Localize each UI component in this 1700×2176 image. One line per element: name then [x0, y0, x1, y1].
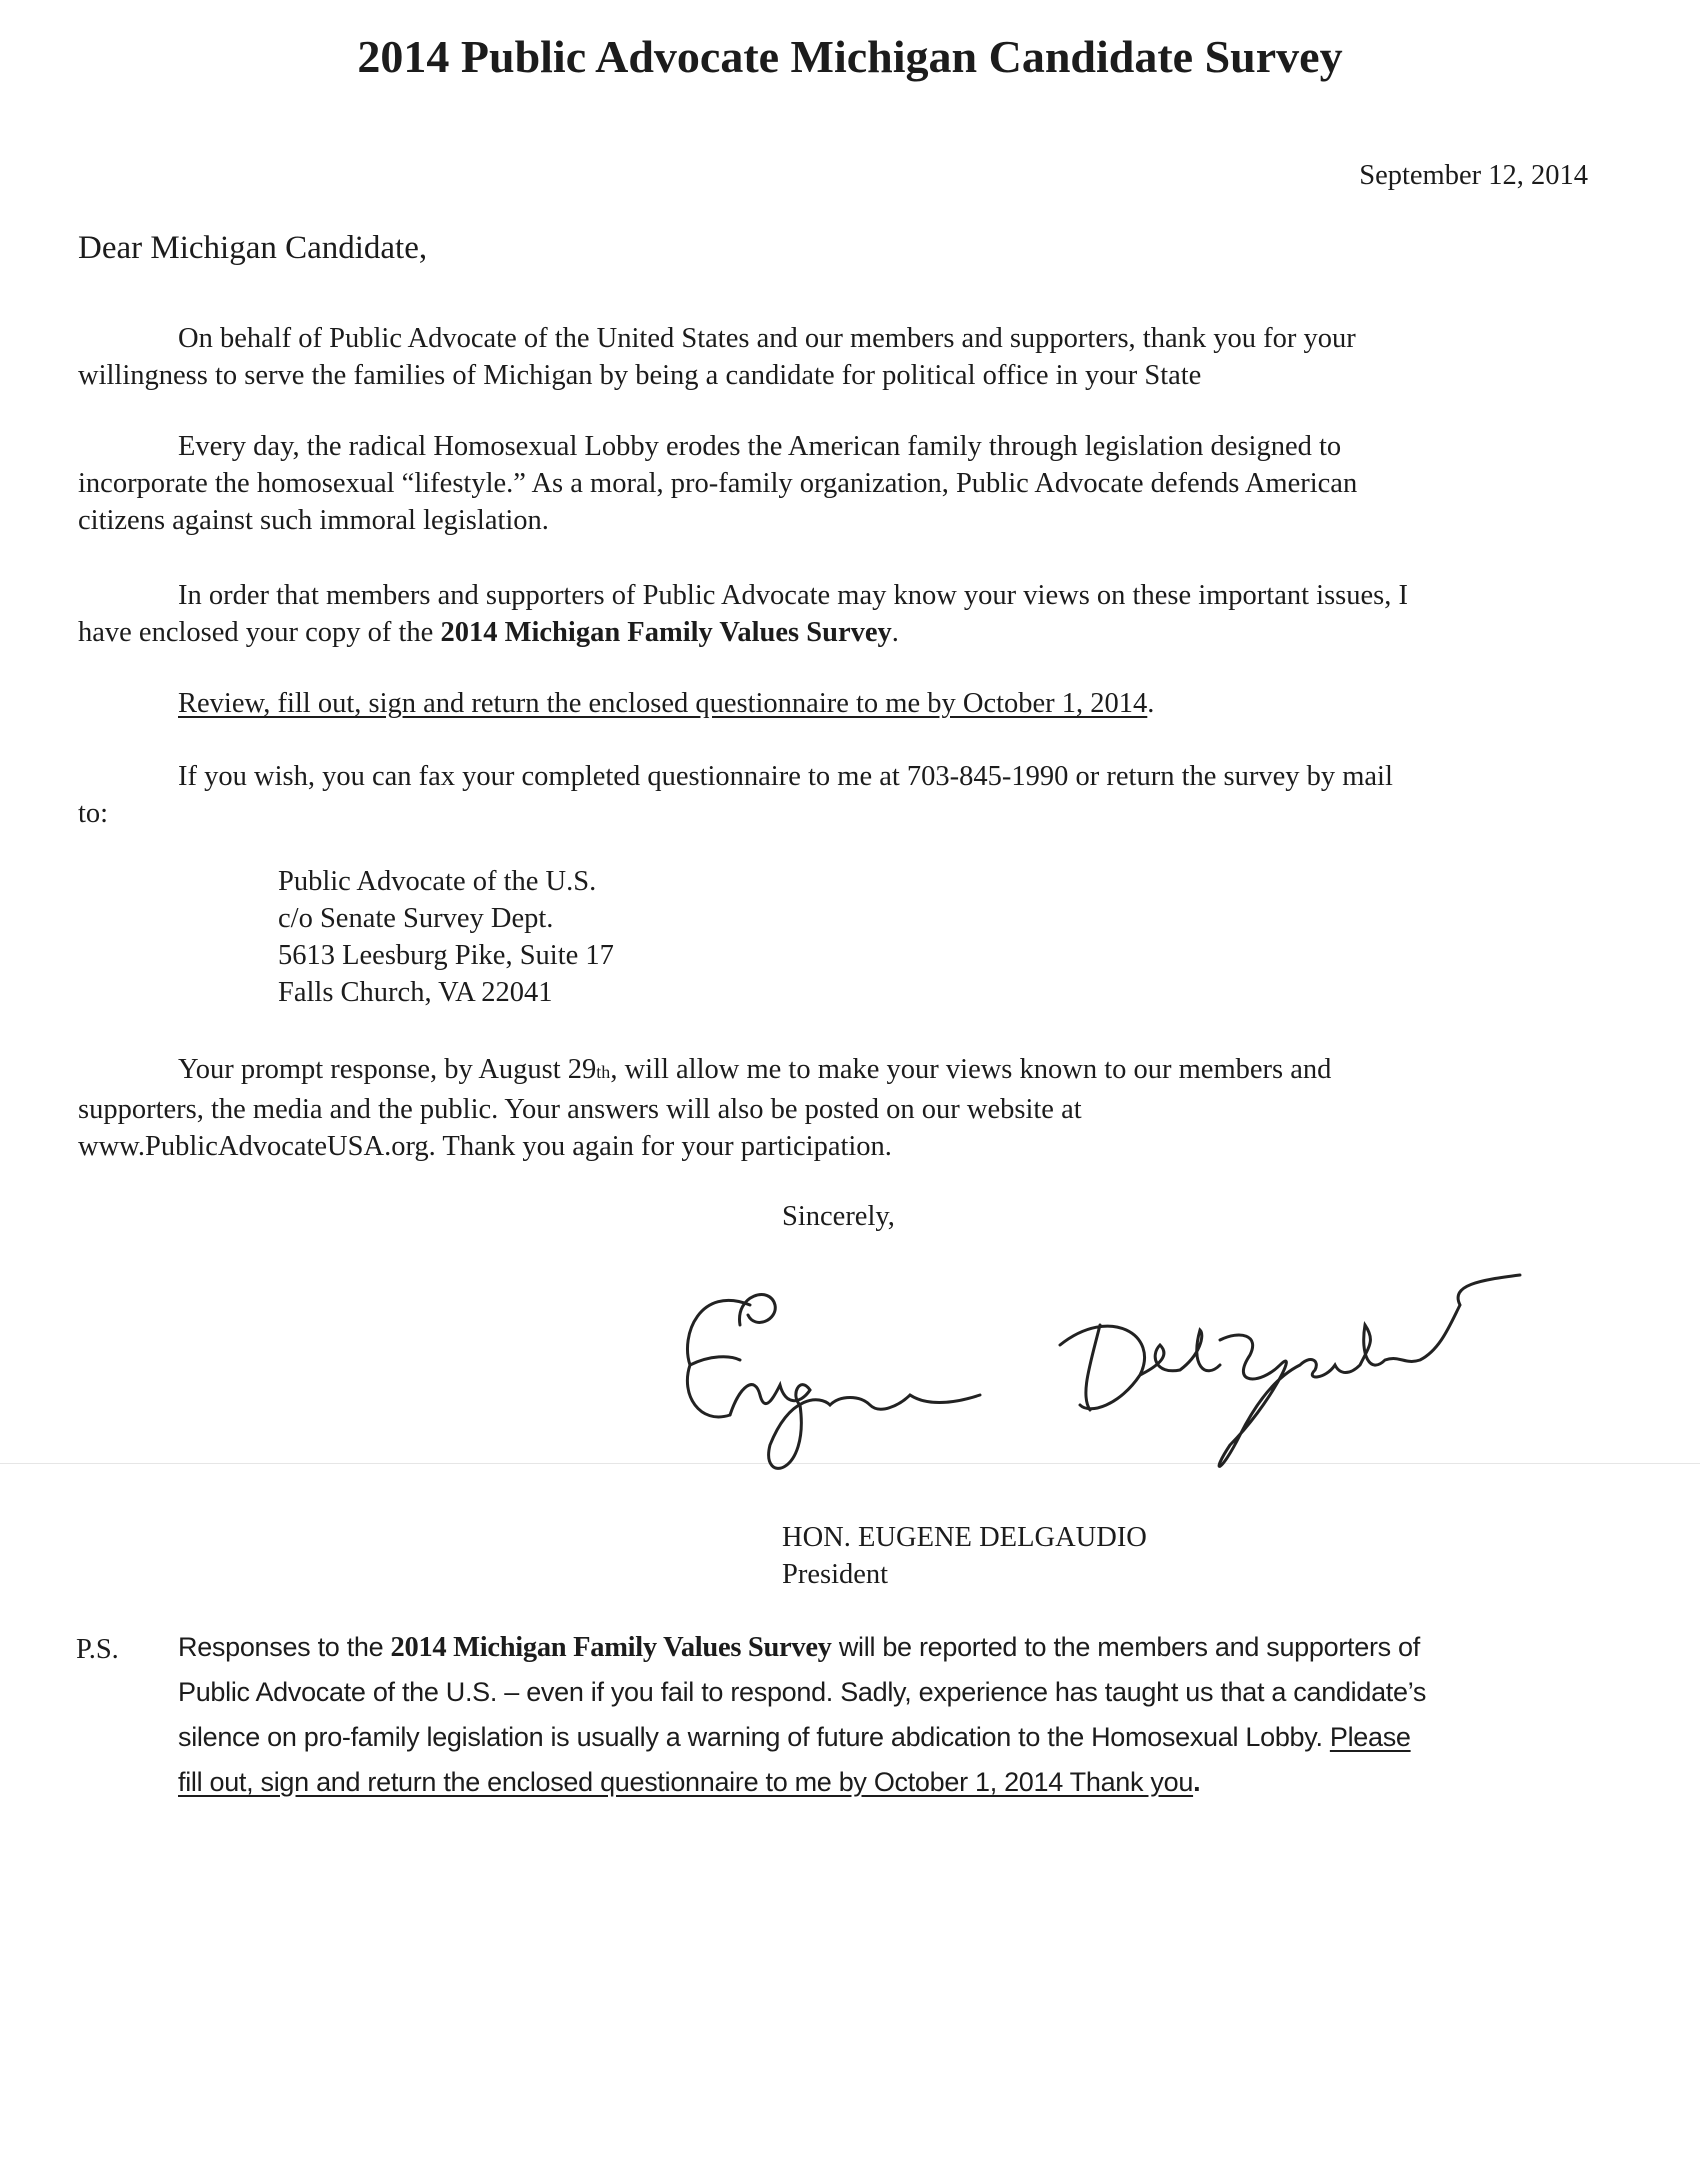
- text-line: [178, 1715, 1426, 1760]
- text-line: [178, 1760, 1426, 1805]
- text-line: to:: [78, 798, 109, 829]
- text: .: [1147, 688, 1155, 719]
- address-line: 5613 Leesburg Pike, Suite 17: [278, 940, 614, 971]
- text-line: [78, 614, 1408, 651]
- text-line: citizens against such immoral legislation.: [78, 505, 549, 536]
- survey-name: 2014 Michigan Family Values Survey: [440, 617, 892, 648]
- review-instruction: [178, 685, 1154, 722]
- text-line: incorporate the homosexual “lifestyle.” As a moral, pro-family organization, Public Advocate defends American: [78, 468, 1358, 499]
- text-line: [178, 1625, 1426, 1670]
- signer-block: [782, 1519, 1147, 1593]
- ps-label: P.S.: [76, 1634, 119, 1665]
- text: have enclosed your copy of the: [78, 617, 441, 648]
- text: Please: [1329, 1722, 1411, 1752]
- text: .: [1193, 1767, 1201, 1797]
- text-line: Every day, the radical Homosexual Lobby erodes the American family through legislation designed to: [178, 431, 1342, 462]
- postscript: [178, 1625, 1426, 1805]
- signature-image: [660, 1245, 1560, 1485]
- text: silence on pro-family legislation is usually a warning of future abdication to the Homosexual Lobby.: [178, 1722, 1330, 1752]
- text: .: [891, 617, 899, 648]
- deadline-text: Review, fill out, sign and return the enclosed questionnaire to me by October 1, 2014: [178, 688, 1148, 719]
- address-line: Public Advocate of the U.S.: [278, 866, 597, 897]
- text-line: Public Advocate of the U.S. – even if you fail to respond. Sadly, experience has taught us that a candidate’s: [178, 1677, 1427, 1707]
- paragraph-thanks: [78, 320, 1356, 394]
- text: will be reported to the members and supporters of: [831, 1632, 1420, 1662]
- letter-date: September 12, 2014: [1359, 160, 1588, 191]
- text: Your prompt response, by August 29: [178, 1054, 597, 1085]
- address-line: Falls Church, VA 22041: [278, 977, 553, 1008]
- text-line: [78, 1051, 1331, 1091]
- signer-name: HON. EUGENE DELGAUDIO: [782, 1522, 1147, 1553]
- paragraph-lobby: [78, 428, 1357, 539]
- document-title: 2014 Public Advocate Michigan Candidate Survey: [357, 31, 1343, 82]
- text-line: willingness to serve the families of Michigan by being a candidate for political office in your State: [78, 360, 1202, 391]
- signer-title: President: [782, 1559, 889, 1590]
- salutation: Dear Michigan Candidate,: [78, 230, 428, 266]
- text-line: www.PublicAdvocateUSA.org. Thank you again for your participation.: [78, 1131, 892, 1162]
- paragraph-prompt: [78, 1051, 1331, 1165]
- text-line: In order that members and supporters of Public Advocate may know your views on these important issues, I: [178, 580, 1408, 611]
- closing: Sincerely,: [782, 1201, 895, 1232]
- text-line: On behalf of Public Advocate of the United States and our members and supporters, thank you for your: [178, 323, 1356, 354]
- paragraph-enclosed: [78, 577, 1408, 651]
- text: th: [596, 1062, 611, 1082]
- mailing-address: [278, 863, 614, 1011]
- text-line: supporters, the media and the public. Your answers will also be posted on our website at: [78, 1094, 1082, 1125]
- text: Responses to the: [178, 1632, 391, 1662]
- text: , will allow me to make your views known to our members and: [610, 1054, 1332, 1085]
- address-line: c/o Senate Survey Dept.: [278, 903, 554, 934]
- text-line: If you wish, you can fax your completed questionnaire to me at 703-845-1990 or return the survey by mail: [178, 761, 1393, 792]
- deadline-text: fill out, sign and return the enclosed questionnaire to me by October 1, 2014 Thank you: [178, 1767, 1194, 1797]
- survey-name: 2014 Michigan Family Values Survey: [390, 1632, 832, 1663]
- paragraph-fax: [78, 758, 1393, 832]
